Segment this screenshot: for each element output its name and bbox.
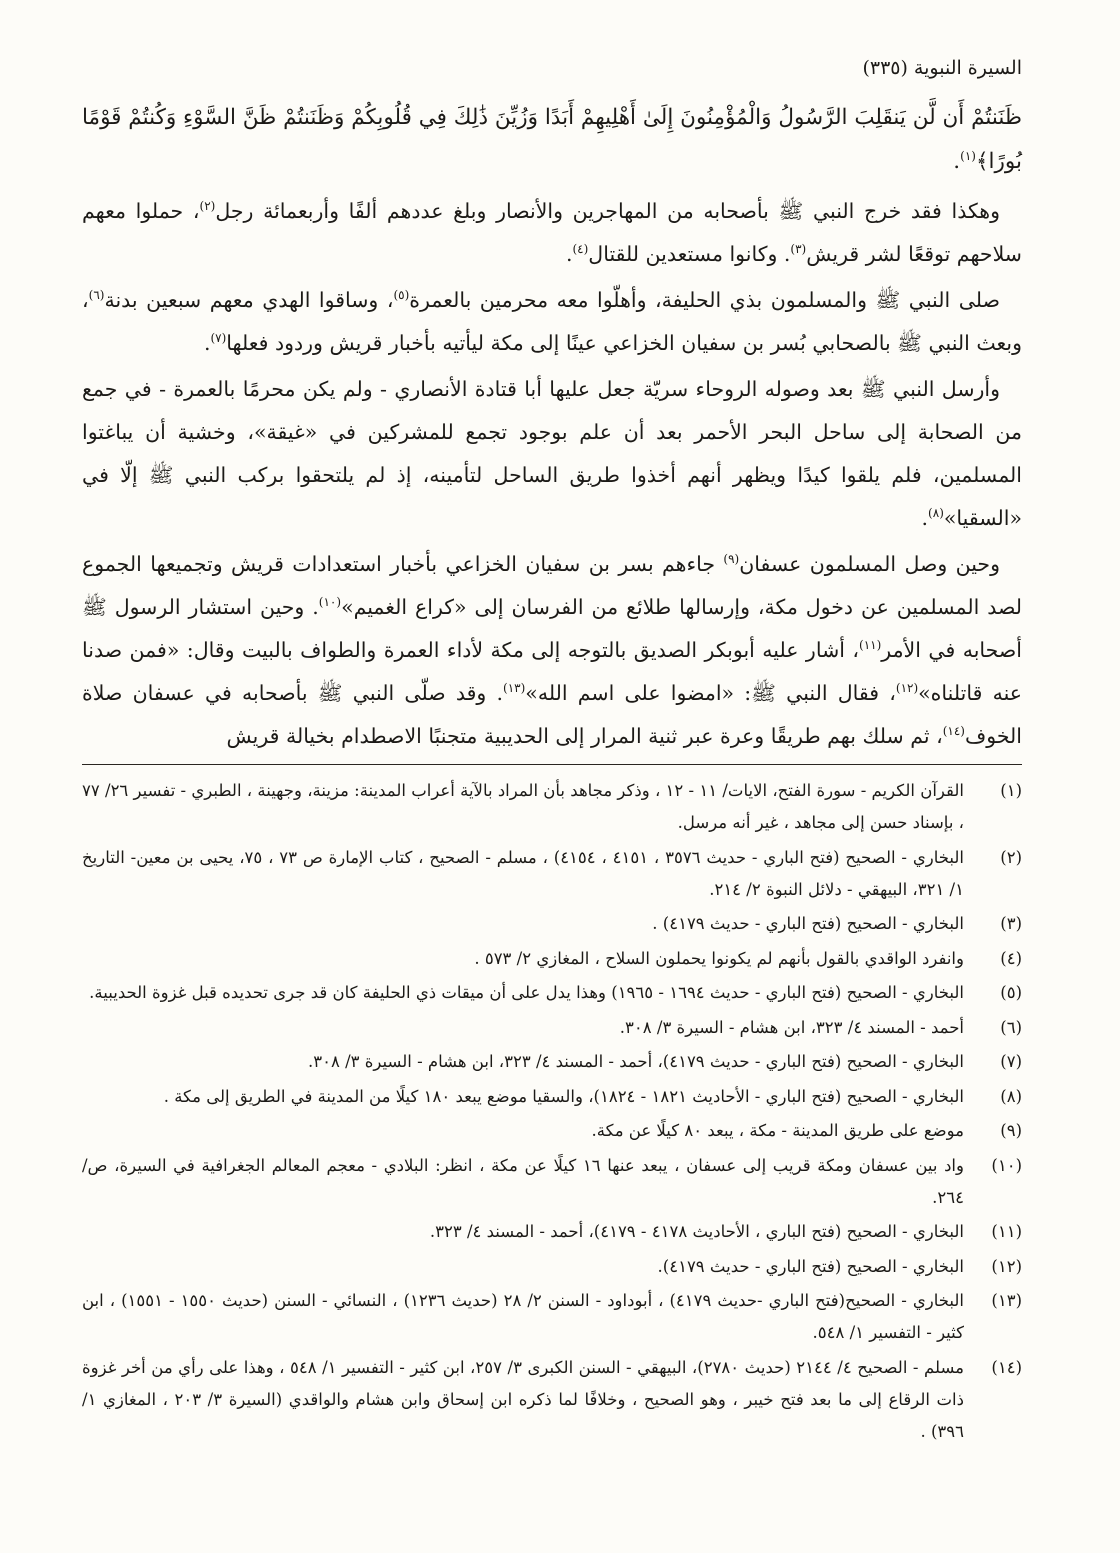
paragraph-text: ، أشار عليه أبوبكر الصديق بالتوجه إلى مكة لأداء العمرة والطواف بالبيت وقال: «فمن صدنا عنه قاتلناه» [82, 638, 1023, 705]
paragraph-text: ، وساقوا الهدي معهم سبعين بدنة [104, 288, 394, 312]
body-paragraph [82, 279, 1022, 365]
footnote-text: البخاري - الصحيح (فتح الباري - حديث ٣٥٧٦ ، ٤١٥١ ، ٤١٥٤) ، مسلم - الصحيح ، كتاب الإمارة ص ٧٣ ، ٧٥، يحيى بن معين- التاريخ ١/ ٣٢١، البيهقي - دلائل النبوة ٢/ ٢١٤. [82, 847, 964, 899]
paragraph-text: ، وبعث النبي ﷺ بالصحابي بُسر بن سفيان الخزاعي عينًا إلى مكة ليأتيه بأخبار قريش وردود فعلها [82, 288, 1022, 355]
footnote-ref[interactable]: (٤) [572, 242, 589, 257]
footnote-number: (١٤) [991, 1357, 1022, 1377]
footnote-ref[interactable]: (١٣) [503, 681, 526, 696]
footnote-text: البخاري - الصحيح (فتح الباري - حديث ١٦٩٤ - ١٩٦٥) وهذا يدل على أن ميقات ذي الحليفة كان قد جرى تحديده قبل غزوة الحديبية. [89, 983, 964, 1002]
footnote-number: (١٠) [991, 1155, 1022, 1175]
footnote-number: (٥) [1000, 983, 1022, 1002]
body-paragraph [82, 190, 1022, 276]
footnote-ref[interactable]: (٦) [88, 288, 105, 303]
footnote-text: البخاري - الصحيح(فتح الباري -حديث ٤١٧٩) ، أبوداود - السنن ٢/ ٢٨ (حديث ١٢٣٦) ، النسائي - السنن (حديث ١٥٥٠ - ١٥٥١) ، ابن كثير - التفسير ١/ ٥٤٨. [82, 1291, 964, 1342]
paragraph-text: جاءهم بسر بن سفيان الخزاعي بأخبار استعدادات قريش وتجميعها الجموع لصد المسلمين عن دخول مكة، وإرسالها طلائع من الفرسان إلى «كراع الغميم» [82, 552, 1022, 619]
footnote-ref[interactable]: (٩) [723, 552, 740, 567]
footnote [82, 977, 1022, 1009]
footnote-text: واد بين عسفان ومكة قريب إلى عسفان ، يبعد عنها ١٦ كيلًا عن مكة ، انظر: البلادي - معجم المعالم الجغرافية في السيرة، ص/ ٢٦٤. [82, 1155, 964, 1207]
footnote [82, 1352, 1022, 1448]
footnote [82, 1251, 1022, 1283]
footnote-text: البخاري - الصحيح (فتح الباري - حديث ٤١٧٩). [657, 1256, 964, 1276]
footnote-divider [82, 764, 1022, 765]
body-text [82, 190, 1022, 758]
paragraph-text: . [203, 331, 211, 355]
quran-verse-end: . [953, 149, 961, 174]
footnote-text: البخاري - الصحيح (فتح الباري ، الأحاديث ٤١٧٨ - ٤١٧٩)، أحمد - المسند ٤/ ٣٢٣. [429, 1222, 964, 1241]
footnote [82, 1081, 1022, 1113]
paragraph-text: . وكانوا مستعدين للقتال [588, 242, 791, 266]
footnote [82, 1012, 1022, 1044]
paragraph-text: وأرسل النبي ﷺ بعد وصوله الروحاء سريّة جعل عليها أبا قتادة الأنصاري - ولم يكن محرمًا بالعمرة - في جمع من الصحابة إلى ساحل البحر الأحمر بعد أن علم بوجود تجمع للمشركين في «غيقة»، وخشية أن يباغتوا المسلمين، فلم يلقوا كيدًا ويظهر أنهم أخذوا طريق الساحل لتأمينه، إذ لم يلتحقوا بركب النبي ﷺ إلّا في «السقيا» [82, 377, 1022, 530]
footnote-number: (٩) [1000, 1121, 1022, 1140]
paragraph-text: . [565, 242, 573, 266]
footnote-ref[interactable]: (٥) [393, 288, 410, 303]
footnote-ref[interactable]: (٣) [790, 242, 807, 257]
footnote-ref[interactable]: (١٢) [895, 681, 919, 696]
footnote-text: وانفرد الواقدي بالقول بأنهم لم يكونوا يحملون السلاح ، المغازي ٢/ ٥٧٣ . [474, 948, 964, 968]
body-paragraph [82, 368, 1022, 540]
body-paragraph [82, 543, 1022, 758]
footnote-text: موضع على طريق المدينة - مكة ، يبعد ٨٠ كيلًا عن مكة. [591, 1121, 964, 1140]
paragraph-text: وحين وصل المسلمون عسفان [739, 552, 1000, 576]
footnote-number: (٨) [1000, 1086, 1022, 1106]
paragraph-text: ، فقال النبي ﷺ: «امضوا على اسم الله» [525, 681, 896, 705]
footnote [82, 842, 1022, 906]
quran-verse-text: ظَنَنتُمْ أَن لَّن يَنقَلِبَ الرَّسُولُ وَالْمُؤْمِنُونَ إِلَىٰ أَهْلِيهِمْ أَبَدًا وَزُيِّنَ ذَٰلِكَ فِي قُلُوبِكُمْ وَظَنَنتُمْ ظَنَّ السَّوْءِ وَكُنتُمْ قَوْمًا بُورًا﴾ [82, 105, 1022, 174]
paragraph-text: . [921, 506, 929, 530]
footnote [82, 943, 1022, 975]
paragraph-text: ، حملوا معهم سلاحهم توقعًا لشر قريش [82, 199, 1022, 266]
paragraph-text: . وحين استشار الرسول ﷺ أصحابه في الأمر [82, 595, 1022, 662]
footnote [82, 908, 1022, 940]
footnote-text: البخاري - الصحيح (فتح الباري - الأحاديث ١٨٢١ - ١٨٢٤)، والسقيا موضع يبعد ١٨٠ كيلًا من المدينة في الطريق إلى مكة . [163, 1086, 964, 1106]
paragraph-text: صلى النبي ﷺ والمسلمون بذي الحليفة، وأهلّوا معه محرمين بالعمرة [409, 288, 1000, 312]
footnote-ref[interactable]: (١٠) [318, 595, 342, 610]
footnote-number: (١٢) [991, 1256, 1022, 1276]
footnote-text: البخاري - الصحيح (فتح الباري - حديث ٤١٧٩) . [652, 914, 964, 933]
footnote-number: (٤) [1000, 948, 1022, 968]
paragraph-text: . وقد صلّى النبي ﷺ بأصحابه في عسفان صلاة الخوف [82, 681, 1022, 748]
running-head: السيرة النبوية (٣٣٥) [862, 57, 1022, 79]
footnote-number: (٣) [1000, 914, 1022, 933]
footnote-text: القرآن الكريم - سورة الفتح، الايات/ ١١ - ١٢ ، وذكر مجاهد بأن المراد بالآية أعراب المدينة: مزينة، وجهينة ، الطبري - تفسير ٢٦/ ٧٧ ، بإسناد حسن إلى مجاهد ، غير أنه مرسل. [82, 781, 964, 832]
footnote [82, 1285, 1022, 1349]
footnote [82, 775, 1022, 839]
footnote-ref[interactable]: (٨) [928, 506, 944, 521]
quran-verse [82, 96, 1022, 184]
paragraph-text: وهكذا فقد خرج النبي ﷺ بأصحابه من المهاجرين والأنصار وبلغ عددهم ألفًا وأربعمائة رجل [215, 199, 1000, 223]
paragraph-text: ، ثم سلك بهم طريقًا وعرة عبر ثنية المرار إلى الحديبية متجنبًا الاصطدام بخيالة قريش [226, 724, 943, 748]
footnote [82, 1046, 1022, 1078]
footnote-number: (٧) [1000, 1052, 1022, 1071]
footnote-text: أحمد - المسند ٤/ ٣٢٣، ابن هشام - السيرة ٣/ ٣٠٨. [619, 1017, 964, 1037]
footnotes-list [82, 775, 1022, 1448]
footnote-number: (٦) [1000, 1017, 1022, 1037]
footnote-ref[interactable]: (١) [960, 148, 976, 163]
footnote [82, 1150, 1022, 1214]
footnote-text: مسلم - الصحيح ٤/ ٢١٤٤ (حديث ٢٧٨٠)، البيهقي - السنن الكبرى ٣/ ٢٥٧، ابن كثير - التفسير ١/ ٥٤٨ ، وهذا على رأي من أخر غزوة ذات الرقاع إلى ما بعد فتح خيبر ، وهو الصحيح ، وخلافًا لما ذكره ابن إسحاق وابن هشام والواقدي (السيرة ٣/ ٢٠٣ ، المغازي ١/ ٣٩٦) . [82, 1357, 964, 1441]
footnote-ref[interactable]: (١٤) [942, 724, 965, 739]
footnote-number: (١٣) [991, 1291, 1022, 1310]
footnote [82, 1216, 1022, 1248]
footnote-ref[interactable]: (١١) [859, 638, 882, 653]
footnote [82, 1115, 1022, 1147]
footnote-ref[interactable]: (٧) [210, 331, 227, 346]
footnote-ref[interactable]: (٢) [199, 199, 216, 214]
footnote-number: (١١) [991, 1222, 1022, 1241]
footnote-number: (٢) [1000, 847, 1022, 867]
footnote-number: (١) [1000, 781, 1022, 800]
footnote-text: البخاري - الصحيح (فتح الباري - حديث ٤١٧٩)، أحمد - المسند ٤/ ٣٢٣، ابن هشام - السيرة ٣/ ٣٠٨. [308, 1052, 964, 1071]
